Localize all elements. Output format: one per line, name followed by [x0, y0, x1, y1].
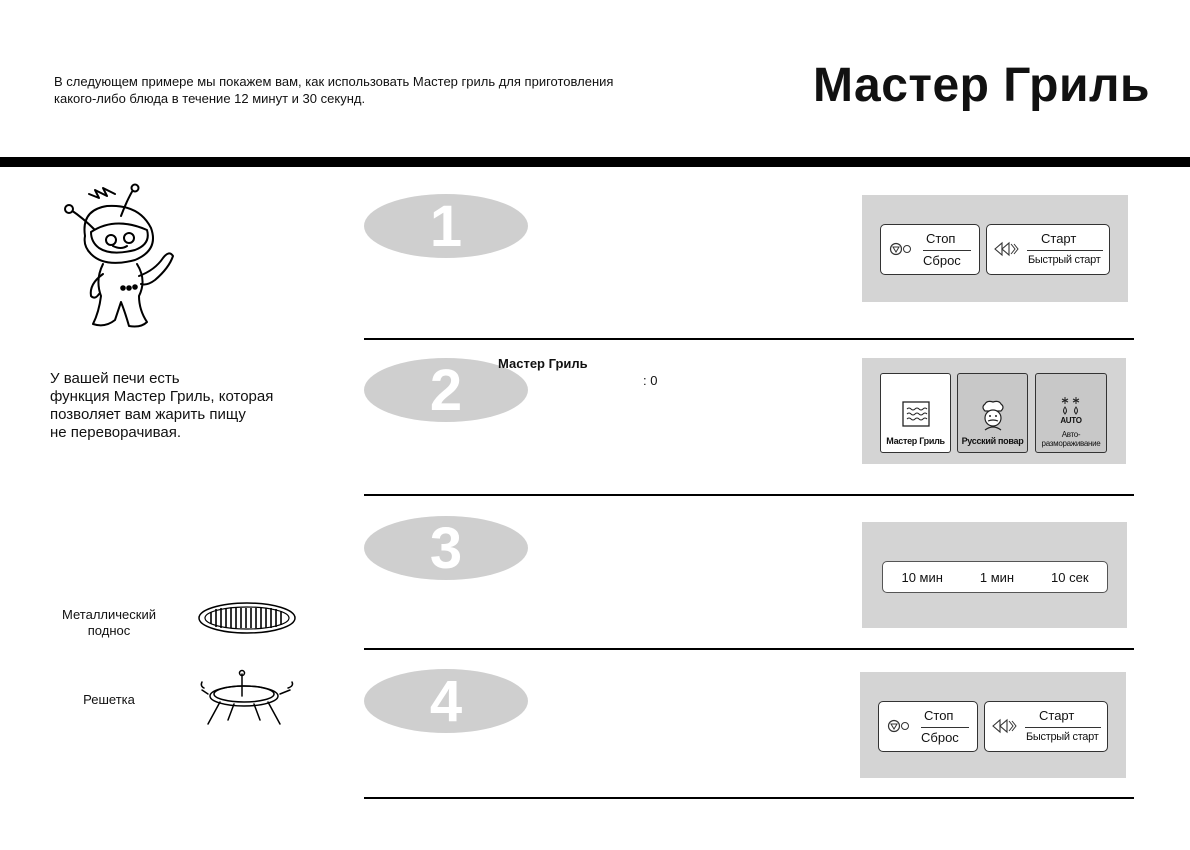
russian-cook-button[interactable]	[957, 373, 1028, 453]
time-button-bar	[882, 561, 1108, 593]
intro-line-2: какого-либо блюда в течение 12 минут и 30 секунд.	[54, 91, 366, 106]
label-divider	[1027, 250, 1103, 251]
stop-reset-button[interactable]	[878, 701, 978, 752]
description-line: функция Мастер Гриль, которая	[50, 388, 274, 405]
mascot-illustration	[55, 180, 195, 345]
ten-seconds-button[interactable]: 10 сек	[1051, 569, 1089, 585]
step-2-title: Мастер Гриль	[498, 356, 588, 371]
svg-text:1: 1	[429, 194, 463, 259]
auto-defrost-line-2: размораживание	[1041, 439, 1101, 448]
step-divider	[364, 797, 1134, 799]
quick-start-label: Быстрый старт	[1026, 731, 1099, 743]
intro-line-1: В следующем примере мы покажем вам, как использовать Мастер гриль для приготовления	[54, 74, 614, 89]
intro-text	[54, 73, 774, 107]
ten-minutes-button[interactable]: 10 мин	[901, 569, 943, 585]
header-divider	[0, 157, 1190, 167]
svg-text:2: 2	[429, 358, 463, 423]
auto-label: AUTO	[1060, 416, 1082, 425]
grill-icon	[902, 401, 930, 427]
grill-rack-icon	[198, 668, 298, 735]
start-label: Старт	[1039, 708, 1075, 723]
chef-icon	[977, 399, 1009, 431]
reset-label: Сброс	[921, 730, 959, 745]
step-1-number	[362, 193, 530, 264]
stop-icon	[889, 242, 913, 256]
label-divider	[921, 727, 969, 728]
description-line: позволяет вам жарить пищу	[50, 406, 246, 423]
auto-defrost-line-1: Авто-	[1061, 430, 1081, 439]
reset-label: Сброс	[923, 253, 961, 268]
description-line: У вашей печи есть	[50, 370, 180, 387]
feature-description	[50, 370, 320, 442]
step-divider	[364, 494, 1134, 496]
label-divider	[1025, 727, 1101, 728]
step-4-number	[362, 668, 530, 739]
russian-cook-label: Русский повар	[961, 436, 1024, 446]
start-button[interactable]	[986, 224, 1110, 275]
page-title: Мастер Гриль	[812, 59, 1150, 112]
master-grill-label: Мастер Гриль	[886, 436, 945, 446]
quick-start-label: Быстрый старт	[1028, 254, 1101, 266]
step-divider	[364, 338, 1134, 340]
metal-tray-label: Металлический поднос	[62, 607, 156, 638]
start-label: Старт	[1041, 231, 1077, 246]
label-divider	[923, 250, 971, 251]
svg-text:3: 3	[429, 516, 463, 581]
start-icon	[993, 241, 1019, 257]
stop-reset-button[interactable]	[880, 224, 980, 275]
step-3-number	[362, 515, 530, 586]
step-2-value: : 0	[643, 373, 658, 388]
description-line: не переворачивая.	[50, 424, 182, 441]
grill-rack-label: Решетка	[83, 692, 135, 707]
step-divider	[364, 648, 1134, 650]
stop-label: Стоп	[926, 231, 956, 246]
svg-text:4: 4	[429, 669, 463, 734]
start-button[interactable]	[984, 701, 1108, 752]
start-icon	[991, 718, 1017, 734]
one-minute-button[interactable]: 1 мин	[979, 569, 1015, 585]
stop-label: Стоп	[924, 708, 954, 723]
master-grill-button[interactable]	[880, 373, 951, 453]
stop-icon	[887, 719, 911, 733]
auto-defrost-button[interactable]	[1035, 373, 1107, 453]
defrost-icon	[1060, 396, 1082, 416]
metal-tray-icon	[197, 600, 297, 641]
